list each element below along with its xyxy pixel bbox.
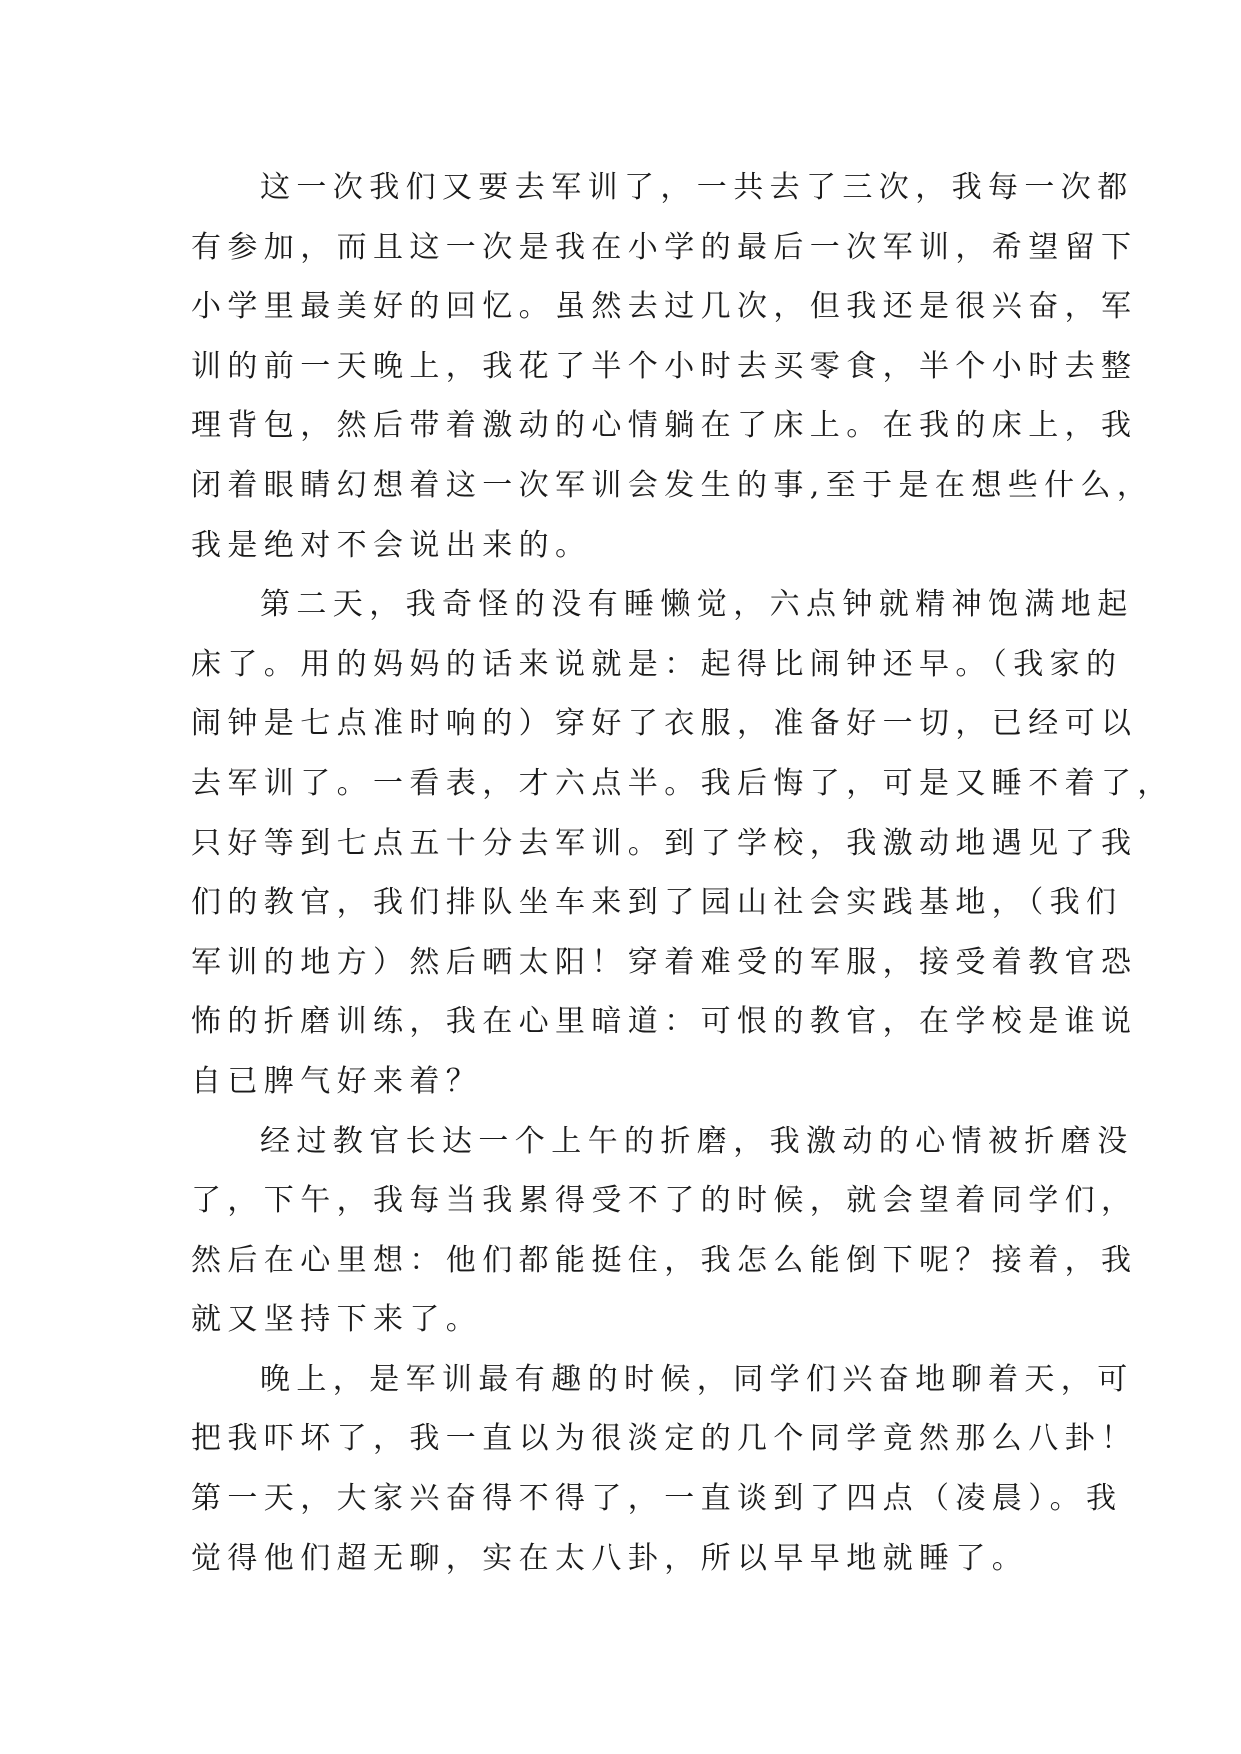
essay-body	[191, 158, 1174, 1588]
text-line: 经过教官长达一个上午的折磨，我激动的心情被折磨没	[260, 1123, 1134, 1159]
text-line: 闭着眼睛幻想着这一次军训会发生的事,至于是在想些什么，	[191, 467, 1154, 503]
text-line: 去军训了。一看表，才六点半。我后悔了，可是又睡不着了，	[191, 765, 1174, 801]
text-line: 军训的地方）然后晒太阳！穿着难受的军服，接受着教官恐	[191, 944, 1138, 980]
text-line: 理背包，然后带着激动的心情躺在了床上。在我的床上，我	[191, 408, 1138, 444]
text-line: 床了。用的妈妈的话来说就是：起得比闹钟还早。（我家的	[191, 646, 1123, 682]
text-line: 有参加，而且这一次是我在小学的最后一次军训，希望留下	[191, 229, 1138, 265]
paragraph-2	[191, 575, 1174, 1111]
text-line: 就又坚持下来了。	[191, 1302, 483, 1338]
text-line: 自已脾气好来着？	[191, 1063, 483, 1099]
text-line: 第二天，我奇怪的没有睡懒觉，六点钟就精神饱满地起	[260, 587, 1134, 623]
text-line: 闹钟是七点准时响的）穿好了衣服，准备好一切，已经可以	[191, 706, 1138, 742]
text-line: 晚上，是军训最有趣的时候，同学们兴奋地聊着天，可	[260, 1361, 1134, 1397]
text-line: 这一次我们又要去军训了，一共去了三次，我每一次都	[260, 170, 1134, 205]
text-line: 训的前一天晚上，我花了半个小时去买零食，半个小时去整	[191, 348, 1138, 384]
text-line: 把我吓坏了，我一直以为很淡定的几个同学竟然那么八卦！	[191, 1421, 1138, 1457]
text-line: 我是绝对不会说出来的。	[191, 527, 592, 563]
text-line: 们的教官，我们排队坐车来到了园山社会实践基地，（我们	[191, 885, 1123, 921]
text-line: 怖的折磨训练，我在心里暗道：可恨的教官，在学校是谁说	[191, 1004, 1138, 1040]
paragraph-4	[191, 1350, 1138, 1588]
text-line: 小学里最美好的回忆。虽然去过几次，但我还是很兴奋，军	[191, 289, 1138, 325]
text-line: 第一天，大家兴奋得不得了，一直谈到了四点（凌晨）。我	[191, 1481, 1123, 1517]
paragraph-3	[191, 1112, 1138, 1350]
text-line: 觉得他们超无聊，实在太八卦，所以早早地就睡了。	[191, 1540, 1029, 1576]
text-line: 只好等到七点五十分去军训。到了学校，我激动地遇见了我	[191, 825, 1138, 861]
text-line: 了，下午，我每当我累得受不了的时候，就会望着同学们，	[191, 1183, 1138, 1219]
paragraph-1	[191, 158, 1154, 575]
text-line: 然后在心里想：他们都能挺住，我怎么能倒下呢？接着，我	[191, 1242, 1138, 1278]
